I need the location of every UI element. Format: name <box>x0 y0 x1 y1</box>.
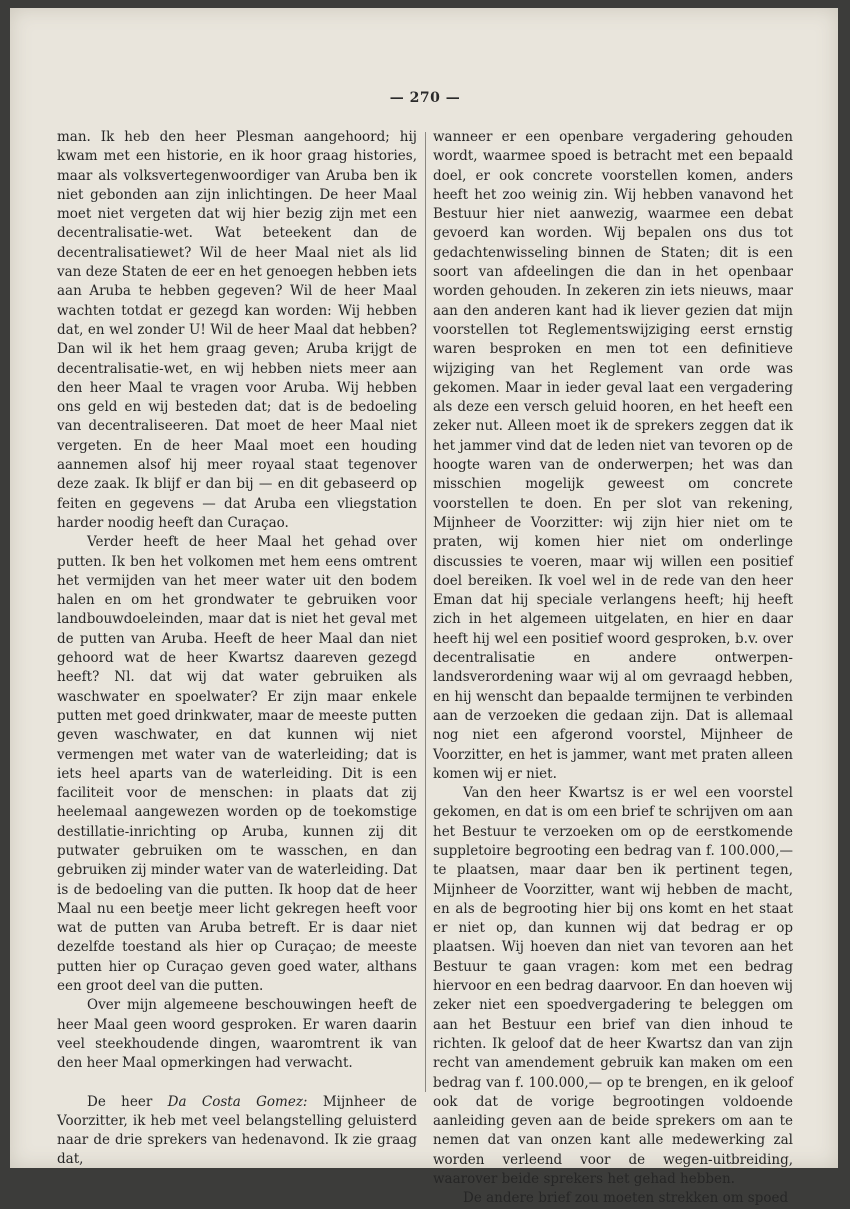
left-column <box>57 128 417 1170</box>
left-paragraph-2: Verder heeft de heer Maal het gehad over putten. Ik ben het volkomen met hem eens omtrent het vermijden van het meer water uit den bodem halen en om het grondwater te gebruiken voor landbouwdoeleinden, maar dat is niet het geval met de putten van Aruba. Heeft de heer Maal dan niet gehoord wat de heer Kwartsz daareven gezegd heeft? Nl. dat wij dat water gebruiken als waschwater en spoelwater? Er zijn maar enkele putten met goed drinkwater, maar de meeste putten geven waschwater, en dat kunnen wij niet vermengen met water van de waterleiding; dat is iets heel aparts van de waterleiding. Dit is een faciliteit voor de menschen: in plaats dat zij heelemaal aangewezen worden op de toekomstige destillatie-inrichting op Aruba, kunnen zij dit putwater gebruiken om te wasschen, en dan gebruiken zij minder water van de waterleiding. Dat is de bedoeling van die putten. Ik hoop dat de heer Maal nu een beetje meer licht gekregen heeft voor wat de putten van Aruba betreft. Er is daar niet dezelfde toestand als hier op Curaçao; de meeste putten hier op Curaçao geven goed water, althans een groot deel van die putten. <box>57 534 417 995</box>
right-paragraph-2: Van den heer Kwartsz is er wel een voorstel gekomen, en dat is om een brief te schrijven om aan het Bestuur te verzoeken om op de eerstkomende suppletoire begrooting een bedrag van f. 100.000,— te plaatsen, maar daar ben ik pertinent tegen, Mijnheer de Voorzitter, want wij hebben de macht, en als de begrooting hier bij ons komt en het staat er niet op, dan kunnen wij dat bedrag er op plaatsen. Wij hoeven dan niet van tevoren aan het Bestuur te gaan vragen: kom met een bedrag hiervoor en een bedrag daarvoor. En dan hoeven wij zeker niet een spoedvergadering te beleggen om aan het Bestuur een brief van dien inhoud te richten. Ik geloof dat de heer Kwartsz dan van zijn recht van amendement gebruik kan maken om een bedrag van f. 100.000,— op te brengen, en ik geloof ook dat de vorige begrootingen voldoende aanleiding geven aan de beide sprekers om aan te nemen dat van onzen kant alle medewerking zal worden verleend voor de wegen-uitbreiding, waarover beide sprekers het gehad hebben. <box>433 785 793 1188</box>
page-number: — 270 — <box>389 90 461 106</box>
left-paragraph-1: man. Ik heb den heer Plesman aangehoord; hij kwam met een historie, en ik hoor graag histories, maar als volksvertegenwoordiger van Aruba ben ik niet gebonden aan zijn inlichtingen. De heer Maal moet niet vergeten dat wij hier bezig zijn met een decentralisatie-wet. Wat beteekent dan de decentralisatiewet? Wil de heer Maal niet als lid van deze Staten de eer en het genoegen hebben iets aan Aruba te hebben gegeven? Wil de heer Maal wachten totdat er gezegd kan worden: Wij hebben dat, en wel zonder U! Wil de heer Maal dat hebben? Dan wil ik het hem graag geven; Aruba krijgt de decentralisatie-wet, en wij hebben niets meer aan den heer Maal te vragen voor Aruba. Wij hebben ons geld en wij besteden dat; dat is de bedoeling van decentraliseeren. Dat moet de heer Maal niet vergeten. En de heer Maal moet een houding aannemen alsof hij meer royaal staat tegenover deze zaak. Ik blijf er dan bij — en dit gebaseerd op feiten en gegevens — dat Aruba een vliegstation harder noodig heeft dan Curaçao. <box>57 129 417 531</box>
speech-text: Mijnheer de Voorzitter, ik heb met veel belangstelling geluisterd naar de drie sprekers van hedenavond. Ik zie graag dat, <box>57 1093 417 1168</box>
right-paragraph-3: De andere brief zou moeten strekken om spoed <box>463 1190 789 1207</box>
speaker-intro: De heer <box>87 1093 168 1110</box>
speaker-name: Da Costa Gomez: <box>167 1093 308 1110</box>
left-paragraph-3: Over mijn algemeene beschouwingen heeft de heer Maal geen woord gesproken. Er waren daarin veel steekhoudende dingen, waaromtrent ik van den heer Maal opmerkingen had verwacht. <box>57 997 417 1072</box>
column-divider <box>425 132 426 1092</box>
right-paragraph-1: wanneer er een openbare vergadering gehouden wordt, waarmee spoed is betracht met een bepaald doel, er ook concrete voorstellen komen, anders heeft het zoo weinig zin. Wij hebben vanavond het Bestuur hier niet aanwezig, waarmee een debat gevoerd kan worden. Wij bepalen ons dus tot gedachtenwisseling binnen de Staten; dit is een soort van afdeelingen die dan in het openbaar worden gehouden. In zekeren zin iets nieuws, maar aan den anderen kant had ik liever gezien dat mijn voorstellen tot Reglementswijziging eerst ernstig waren besproken en men tot een definitieve wijziging van het Reglement van orde was gekomen. Maar in ieder geval laat een vergadering als deze een versch geluid hooren, en het heeft een zeker nut. Alleen moet ik de sprekers zeggen dat ik het jammer vind dat de leden niet van tevoren op de hoogte waren van de onderwerpen; het was dan misschien mogelijk geweest om concrete voorstellen te doen. En per slot van rekening, Mijnheer de Voorzitter: wij zijn hier niet om te praten, wij komen hier niet om onderlinge discussies te voeren, maar wij willen een positief doel bereiken. Ik voel wel in de rede van den heer Eman dat hij speciale verlangens heeft; hij heeft zich in het algemeen uitgelaten, en hier en daar heeft hij wel een positief woord gesproken, b.v. over decentralisatie en andere ontwerpen-landsverordening waar wij al om gevraagd hebben, en hij wenscht dan bepaalde termijnen te verbinden aan de verzoeken die gedaan zijn. Dat is allemaal nog niet een afgerond voorstel, Mijnheer de Voorzitter, en het is jammer, want met praten alleen komen wij er niet. <box>433 129 793 782</box>
right-column <box>433 128 793 1209</box>
left-paragraph-4 <box>57 1093 417 1170</box>
